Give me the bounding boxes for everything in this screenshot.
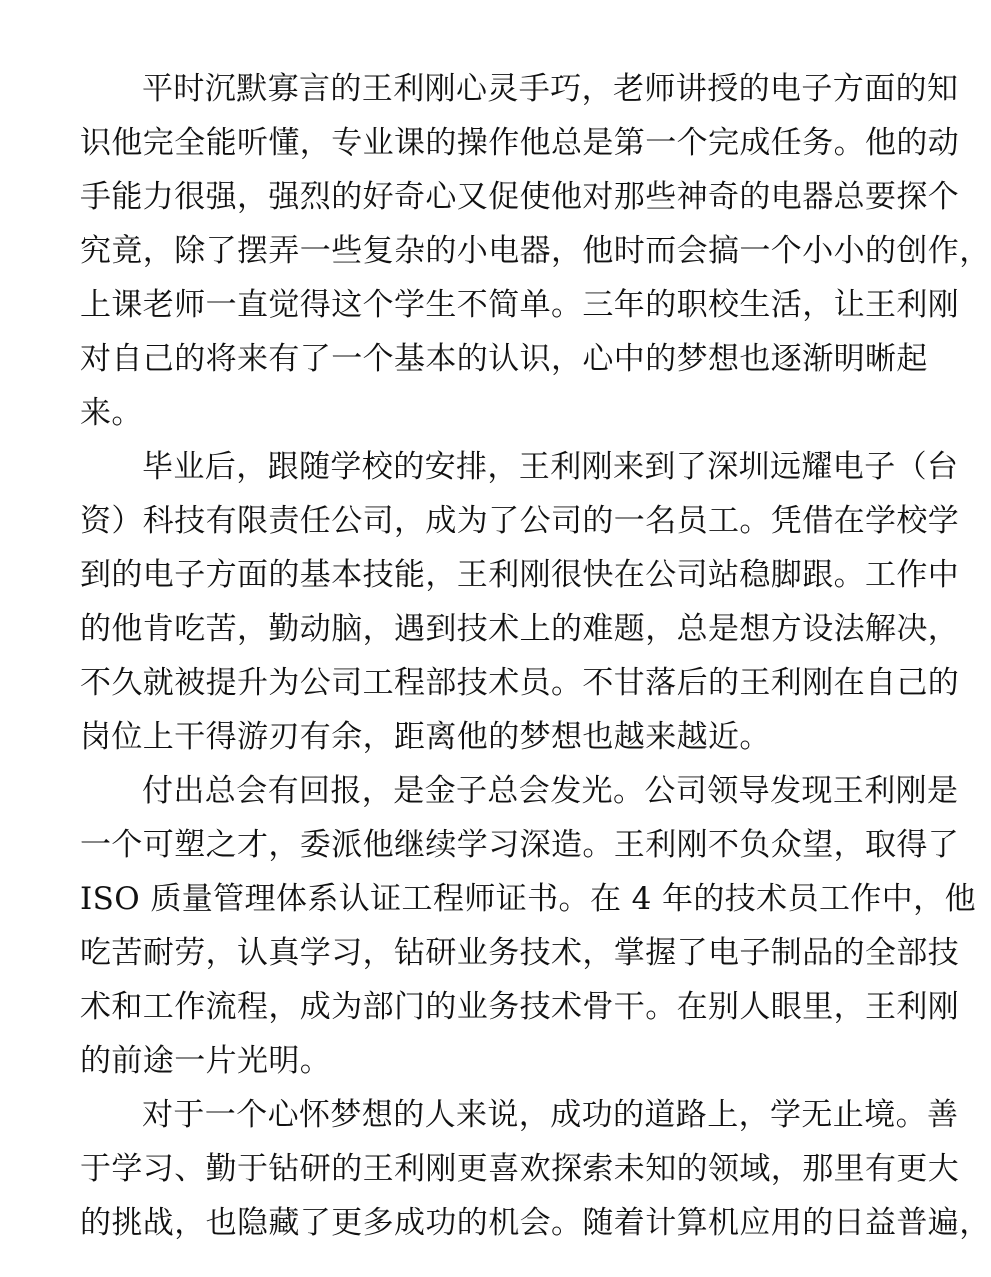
body-text (80, 62, 991, 1250)
paragraph-3 (80, 764, 976, 1088)
paragraph-4 (80, 1088, 991, 1250)
text-line: 付出总会有回报，是金子总会发光。公司领导发现王利刚是 (142, 773, 959, 809)
text-line: 岗位上干得游刃有余，距离他的梦想也越来越近。 (80, 719, 771, 755)
text-line: 到的电子方面的基本技能，王利刚很快在公司站稳脚跟。工作中 (80, 557, 960, 593)
text-line: 不久就被提升为公司工程部技术员。不甘落后的王利刚在自己的 (80, 665, 960, 701)
paragraph-2 (80, 440, 960, 764)
text-line: 术和工作流程，成为部门的业务技术骨干。在别人眼里，王利刚 (80, 989, 960, 1025)
text-line: 一个可塑之才，委派他继续学习深造。王利刚不负众望，取得了 (80, 827, 960, 863)
paragraph-1 (80, 62, 991, 440)
text-line: 的前途一片光明。 (80, 1043, 332, 1079)
text-line: 毕业后，跟随学校的安排，王利刚来到了深圳远耀电子（台 (142, 449, 959, 485)
text-line: 平时沉默寡言的王利刚心灵手巧，老师讲授的电子方面的知 (142, 71, 959, 107)
text-line: 的他肯吃苦，勤动脑，遇到技术上的难题，总是想方设法解决， (80, 611, 960, 647)
text-line: 手能力很强，强烈的好奇心又促使他对那些神奇的电器总要探个 (80, 179, 960, 215)
text-line: 吃苦耐劳，认真学习，钻研业务技术，掌握了电子制品的全部技 (80, 935, 960, 971)
text-line: 资）科技有限责任公司，成为了公司的一名员工。凭借在学校学 (80, 503, 960, 539)
text-line: ISO 质量管理体系认证工程师证书。在 4 年的技术员工作中，他 (80, 881, 976, 917)
text-line: 来。 (80, 395, 143, 431)
text-line: 于学习、勤于钻研的王利刚更喜欢探索未知的领域，那里有更大 (80, 1151, 960, 1187)
text-line: 对自己的将来有了一个基本的认识，心中的梦想也逐渐明晰起 (80, 341, 928, 377)
text-line: 识他完全能听懂，专业课的操作他总是第一个完成任务。他的动 (80, 125, 960, 161)
text-line: 对于一个心怀梦想的人来说，成功的道路上，学无止境。善 (142, 1097, 959, 1133)
text-line: 的挑战，也隐藏了更多成功的机会。随着计算机应用的日益普遍， (80, 1205, 991, 1241)
text-line: 上课老师一直觉得这个学生不简单。三年的职校生活，让王利刚 (80, 287, 960, 323)
text-line: 究竟，除了摆弄一些复杂的小电器，他时而会搞一个小小的创作， (80, 233, 991, 269)
